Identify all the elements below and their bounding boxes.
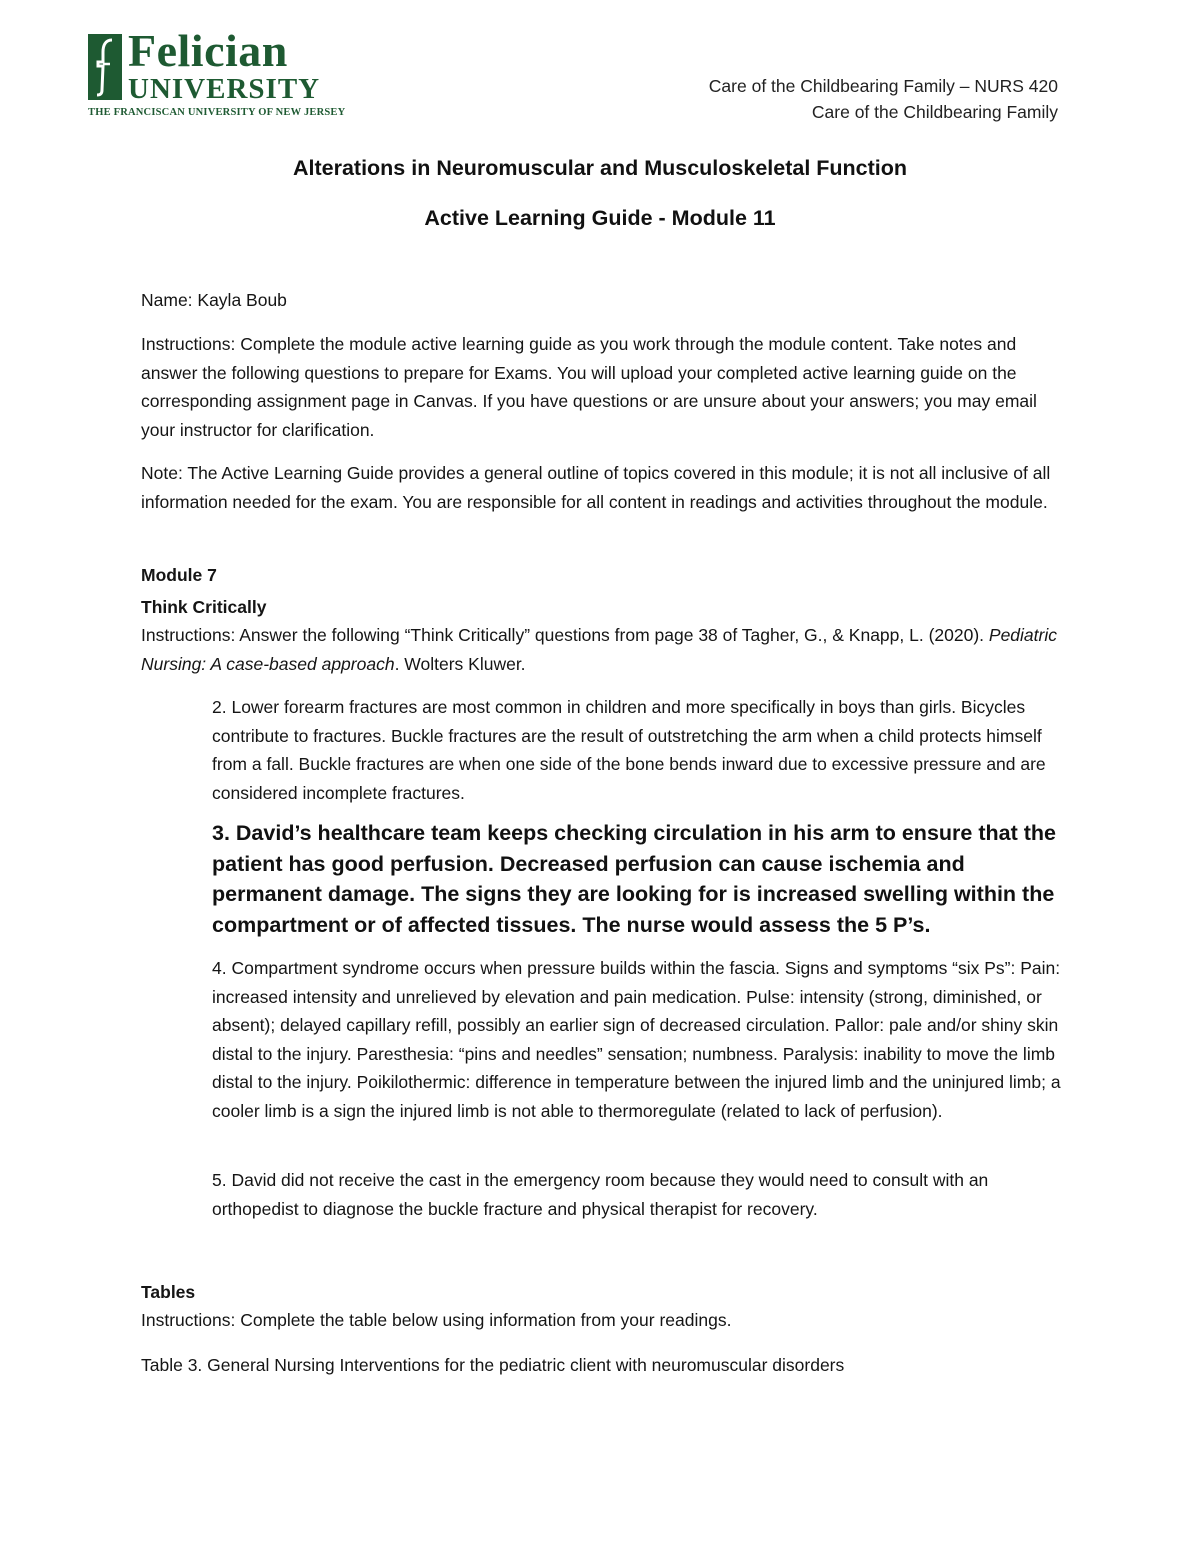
course-header [709,73,1058,125]
module-heading: Module 7 [141,565,217,585]
student-name: Name: Kayla Boub [141,290,287,310]
think-critically-heading: Think Critically [141,597,267,617]
course-header-line1: Care of the Childbearing Family – NURS 420 [708,76,1058,96]
document-subtitle: Active Learning Guide - Module 11 [424,206,776,230]
course-header-line2: Care of the Childbearing Family [811,102,1058,122]
logo-name: Felician [128,25,288,76]
tables-instructions: Instructions: Complete the table below using information from your readings. [141,1310,732,1330]
logo-university: UNIVERSITY [128,73,321,105]
table-caption: Table 3. General Nursing Interventions for the pediatric client with neuromuscular disorders [141,1355,845,1375]
tables-heading: Tables [141,1282,196,1302]
answer-3: 3. David’s healthcare team keeps checking circulation in his arm to ensure that the patient has good perfusion. Decreased perfusion can cause ischemia and permanent damage. The signs they are looking for is increased swelling within the compartment or of affected tissues. The nurse would assess the 5 P’s. [212,821,1056,937]
think-instr-text: Instructions: Answer the following “Think Critically” questions from page 38 of Tagher, G., & Knapp, L. (2020). [141,625,989,645]
answer-4: 4. Compartment syndrome occurs when pressure builds within the fascia. Signs and symptoms “six Ps”: Pain: increased intensity and unrelieved by elevation and pain medication. Pulse: intensity (strong, diminished, or absent); delayed capillary refill, possibly an earlier sign of decreased circulation. Pallor: pale and/or shiny skin distal to the injury. Paresthesia: “pins and needles” sensation; numbness. Paralysis: inability to move the limb distal to the injury. Poikilothermic: difference in temperature between the injured limb and the uninjured limb; a cooler limb is a sign the injured limb is not able to thermoregulate (related to lack of perfusion). [212,958,1061,1121]
think-critically-instructions [141,621,1066,678]
document-title: Alterations in Neuromuscular and Musculoskeletal Function [292,156,908,180]
instructions-paragraph: Instructions: Complete the module active learning guide as you work through the module content. Take notes and answer the following questions to prepare for Exams. You will upload your completed active learning guide on the corresponding assignment page in Canvas. If you have questions or are unsure about your answers; you may email your instructor for clarification. [141,334,1037,440]
think-instr-publisher: . Wolters Kluwer. [394,653,526,674]
answer-5: 5. David did not receive the cast in the emergency room because they would need to consult with an orthopedist to diagnose the buckle fracture and physical therapist for recovery. [212,1170,989,1219]
university-logo [88,25,346,122]
answer-2: 2. Lower forearm fractures are most common in children and more specifically in boys than girls. Bicycles contribute to fractures. Buckle fractures are the result of outstretching the arm when a child protects himself from a fall. Buckle fractures are when one side of the bone bends inward due to excessive pressure and are considered incomplete fractures. [212,697,1046,803]
logo-f-mark-icon [88,34,122,100]
logo-tagline: THE FRANCISCAN UNIVERSITY OF NEW JERSEY [88,107,346,118]
book-title: Pediatric Nursing: A case-based approach [141,625,1057,674]
note-paragraph: Note: The Active Learning Guide provides a general outline of topics covered in this module; it is not all inclusive of all information needed for the exam. You are responsible for all content in readings and activities throughout the module. [141,463,1051,512]
